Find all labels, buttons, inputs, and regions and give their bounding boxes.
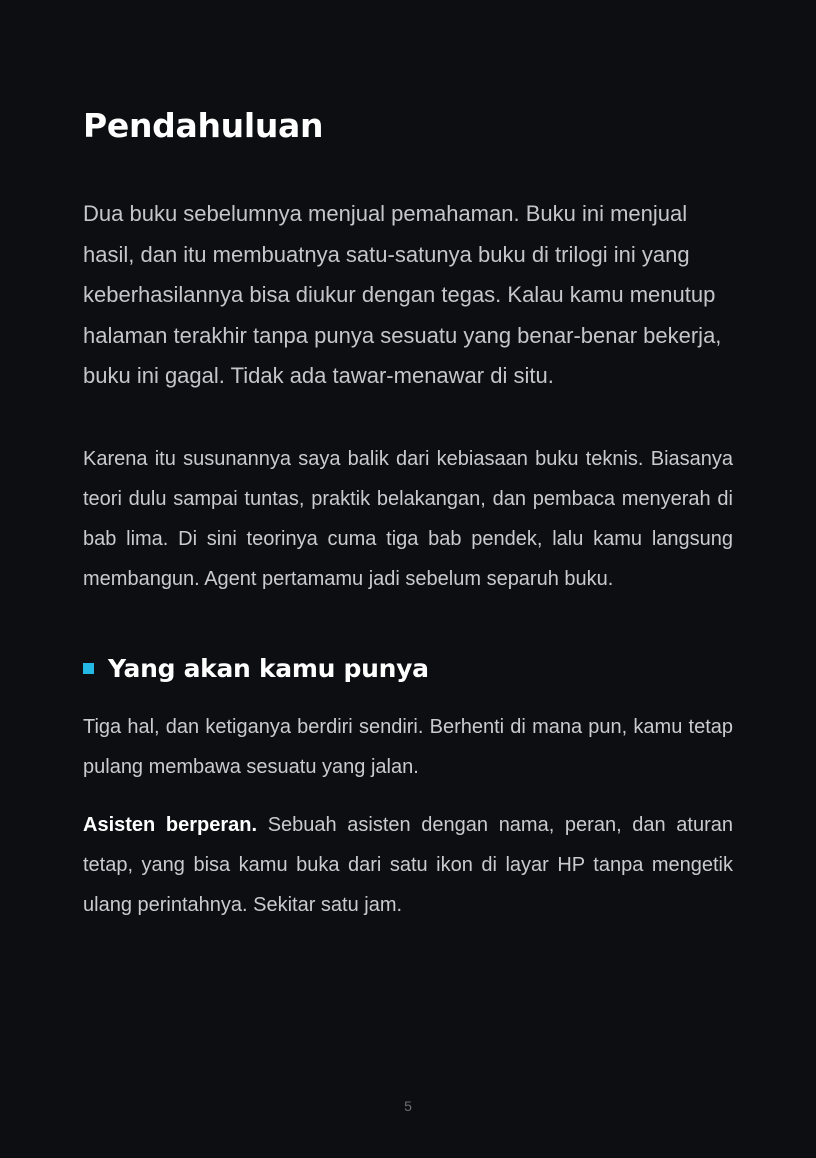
section-title: Yang akan kamu punya (108, 653, 429, 683)
intro-paragraph: Dua buku sebelumnya menjual pemahaman. Buku ini menjual hasil, dan itu membuatnya satu-satunya buku di trilogi ini yang keberhasilannya bisa diukur dengan tegas. Kalau kamu menutup halaman terakhir tanpa punya sesuatu yang benar-benar bekerja, buku ini gagal. Tidak ada tawar-menawar di situ. (83, 201, 722, 388)
page-title: Pendahuluan (83, 106, 324, 145)
page-number: 5 (404, 1098, 412, 1114)
body-paragraph: Karena itu susunannya saya balik dari kebiasaan buku teknis. Biasanya teori dulu sampai tuntas, praktik belakangan, dan pembaca menyerah di bab lima. Di sini teorinya cuma tiga bab pendek, lalu kamu langsung membangun. Agent pertamamu jadi sebelum separuh buku. (83, 447, 733, 590)
section-paragraph: Tiga hal, dan ketiganya berdiri sendiri. Berhenti di mana pun, kamu tetap pulang membawa sesuatu yang jalan. (83, 715, 733, 778)
section-item-label: Asisten berperan. (83, 813, 258, 836)
section-item-text: Sebuah asisten dengan nama, peran, dan aturan tetap, yang bisa kamu buka dari satu ikon di layar HP tanpa mengetik ulang perintahnya. Sekitar satu jam. (83, 813, 733, 916)
section-heading (83, 649, 733, 689)
section-item (83, 805, 733, 925)
page-content (83, 104, 733, 925)
square-bullet-icon (83, 663, 94, 674)
